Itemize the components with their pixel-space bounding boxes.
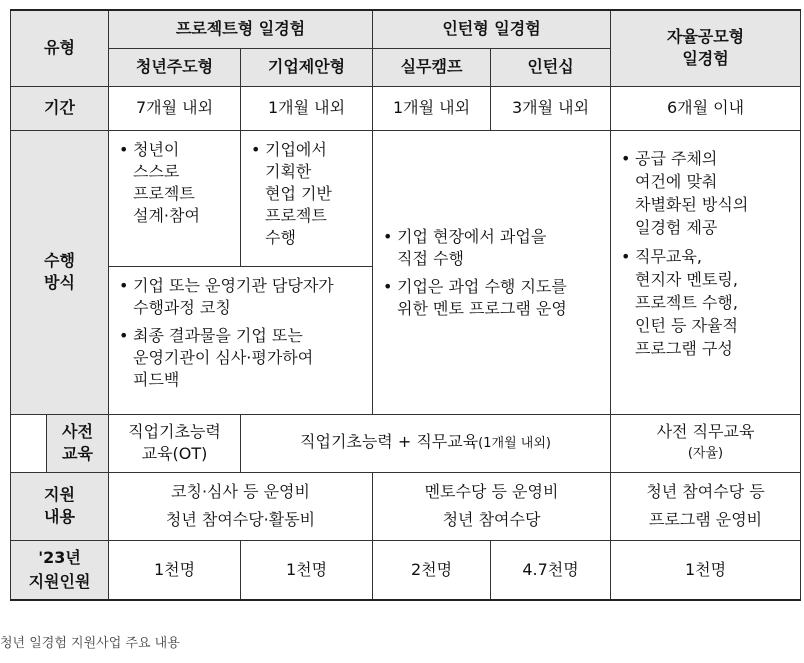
- pre-edu-self-sub: (자율): [687, 446, 724, 461]
- period-youth-led: 7개월 내외: [109, 86, 241, 130]
- pre-edu-shared-main: 직업기초능력 + 직무교육: [300, 432, 479, 451]
- pre-edu-shared: [241, 414, 611, 472]
- people-self: 1천명: [611, 540, 801, 600]
- header-camp: 실무캠프: [373, 48, 491, 86]
- support-self: 청년 참여수당 등 프로그램 운영비: [611, 472, 801, 540]
- method-label: 수행 방식: [11, 130, 109, 414]
- pre-edu-self-main: 사전 직무교육: [656, 422, 755, 441]
- bullet-item: • 공급 주체의 여건에 맞춰 차별화된 방식의 일경험 제공: [619, 147, 794, 239]
- support-label: 지원 내용: [11, 472, 109, 540]
- header-company-proposal: 기업제안형: [241, 48, 373, 86]
- pre-edu-shared-sub: (1개월 내외): [478, 436, 551, 451]
- pre-edu-self: [611, 414, 801, 472]
- period-camp: 1개월 내외: [373, 86, 491, 130]
- pre-edu-indent: [11, 414, 47, 472]
- method-intern: [373, 130, 611, 414]
- header-type: 유형: [11, 10, 109, 86]
- method-self: [611, 130, 801, 414]
- people-internship: 4.7천명: [491, 540, 611, 600]
- pre-edu-youth-led-sub: 교육(OT): [141, 444, 208, 463]
- pre-edu-label: 사전 교육: [47, 414, 109, 472]
- header-self: 자율공모형 일경험: [611, 10, 801, 86]
- people-camp: 2천명: [373, 540, 491, 600]
- program-table: [10, 9, 801, 601]
- bullet-item: • 기업 또는 운영기관 담당자가 수행과정 코칭: [117, 275, 366, 319]
- people-label: '23년 지원인원: [11, 540, 109, 600]
- support-project: 코칭·심사 등 운영비 청년 참여수당·활동비: [109, 472, 373, 540]
- people-youth-led: 1천명: [109, 540, 241, 600]
- method-project-common: [109, 266, 373, 414]
- header-youth-led: 청년주도형: [109, 48, 241, 86]
- period-company-proposal: 1개월 내외: [241, 86, 373, 130]
- bullet-item: • 직무교육, 현지자 멘토링, 프로젝트 수행, 인턴 등 자율적 프로그램 구성: [619, 245, 794, 360]
- bullet-item: • 기업은 과업 수행 지도를 위한 멘토 프로그램 운영: [381, 276, 604, 320]
- pre-edu-youth-led-main: 직업기초능력: [128, 422, 221, 441]
- header-project: 프로젝트형 일경험: [109, 10, 373, 48]
- bullet-item: • 기업 현장에서 과업을 직접 수행: [381, 226, 604, 270]
- support-intern: 멘토수당 등 운영비 청년 참여수당: [373, 472, 611, 540]
- people-company-proposal: 1천명: [241, 540, 373, 600]
- period-internship: 3개월 내외: [491, 86, 611, 130]
- period-self: 6개월 이내: [611, 86, 801, 130]
- period-label: 기간: [11, 86, 109, 130]
- pre-edu-youth-led: [109, 414, 241, 472]
- bullet-item: • 청년이 스스로 프로젝트 설계·참여: [117, 139, 234, 227]
- caption: 청년 일경험 지원사업 주요 내용: [0, 636, 180, 651]
- bullet-item: • 기업에서 기획한 현업 기반 프로젝트 수행: [249, 139, 366, 249]
- method-company-proposal: [241, 130, 373, 266]
- bullet-item: • 최종 결과물을 기업 또는 운영기관이 심사·평가하여 피드백: [117, 325, 366, 391]
- header-internship: 인턴십: [491, 48, 611, 86]
- method-youth-led: [109, 130, 241, 266]
- header-intern: 인턴형 일경험: [373, 10, 611, 48]
